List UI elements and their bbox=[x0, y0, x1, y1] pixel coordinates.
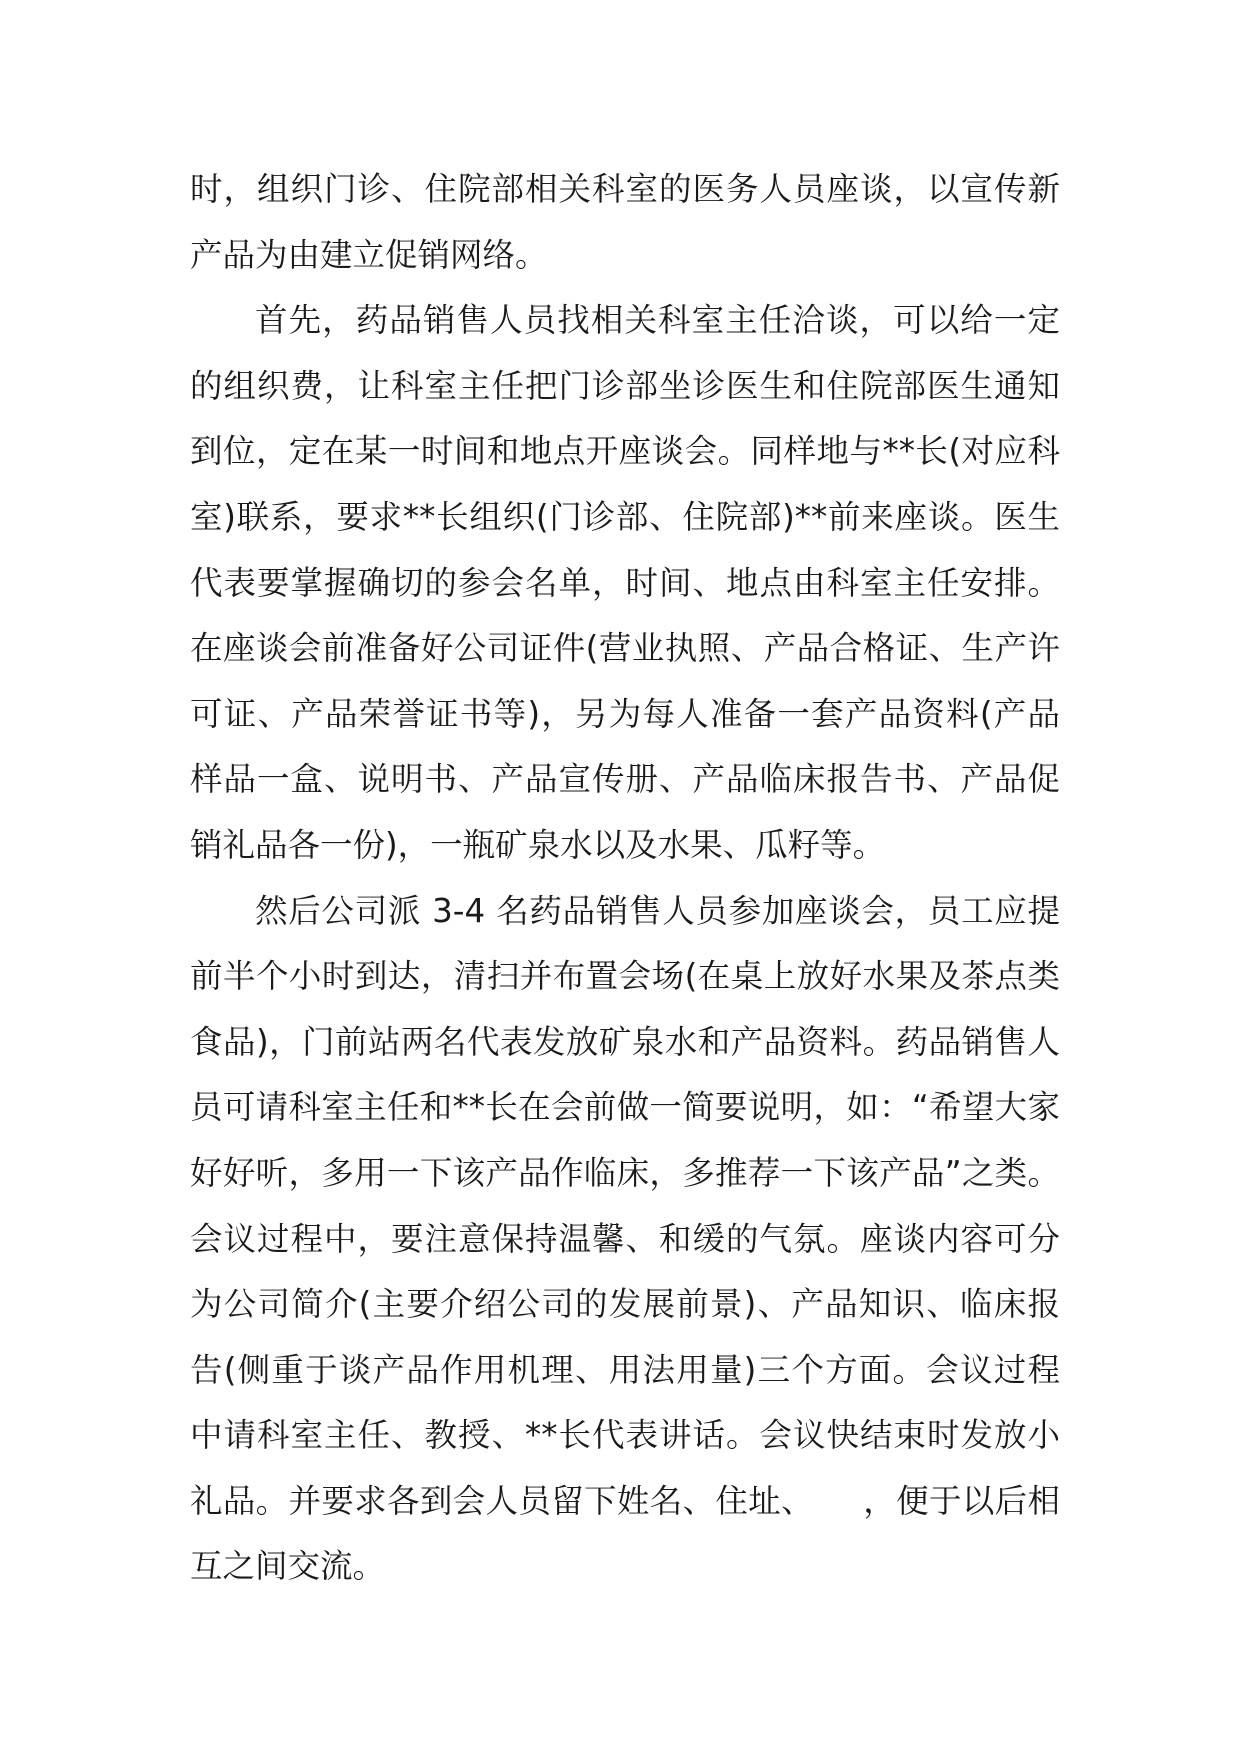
paragraph-preparation: 首先，药品销售人员找相关科室主任洽谈，可以给一定的组织费，让科室主任把门诊部坐诊医生和住院部医生通知到位，定在某一时间和地点开座谈会。同样地与**长(对应科室)联系，要求**长组织(门诊部、住院部)**前来座谈。医生代表要掌握确切的参会名单，时间、地点由科室主任安排。在座谈会前准备好公司证件(营业执照、产品合格证、生产许可证、产品荣誉证书等)，另为每人准备一套产品资料(产品样品一盒、说明书、产品宣传册、产品临床报告书、产品促销礼品各一份)，一瓶矿泉水以及水果、瓜籽等。 bbox=[190, 301, 1060, 864]
body-text bbox=[190, 157, 1060, 1600]
paragraph-meeting: 然后公司派 3-4 名药品销售人员参加座谈会，员工应提前半个小时到达，清扫并布置会场(在桌上放好水果及茶点类食品)，门前站两名代表发放矿泉水和产品资料。药品销售人员可请科室主任和**长在会前做一简要说明，如：“希望大家好好听，多用一下该产品作临床，多推荐一下该产品”之类。会议过程中，要注意保持温馨、和缓的气氛。座谈内容可分为公司简介(主要介绍公司的发展前景)、产品知识、临床报告(侧重于谈产品作用机理、用法用量)三个方面。会议过程中请科室主任、教授、**长代表讲话。会议快结束时发放小礼品。并要求各到会人员留下姓名、住址、 ，便于以后相互之间交流。 bbox=[190, 891, 1060, 1586]
paragraph-continuation: 时，组织门诊、住院部相关科室的医务人员座谈，以宣传新产品为由建立促销网络。 bbox=[190, 170, 1060, 274]
